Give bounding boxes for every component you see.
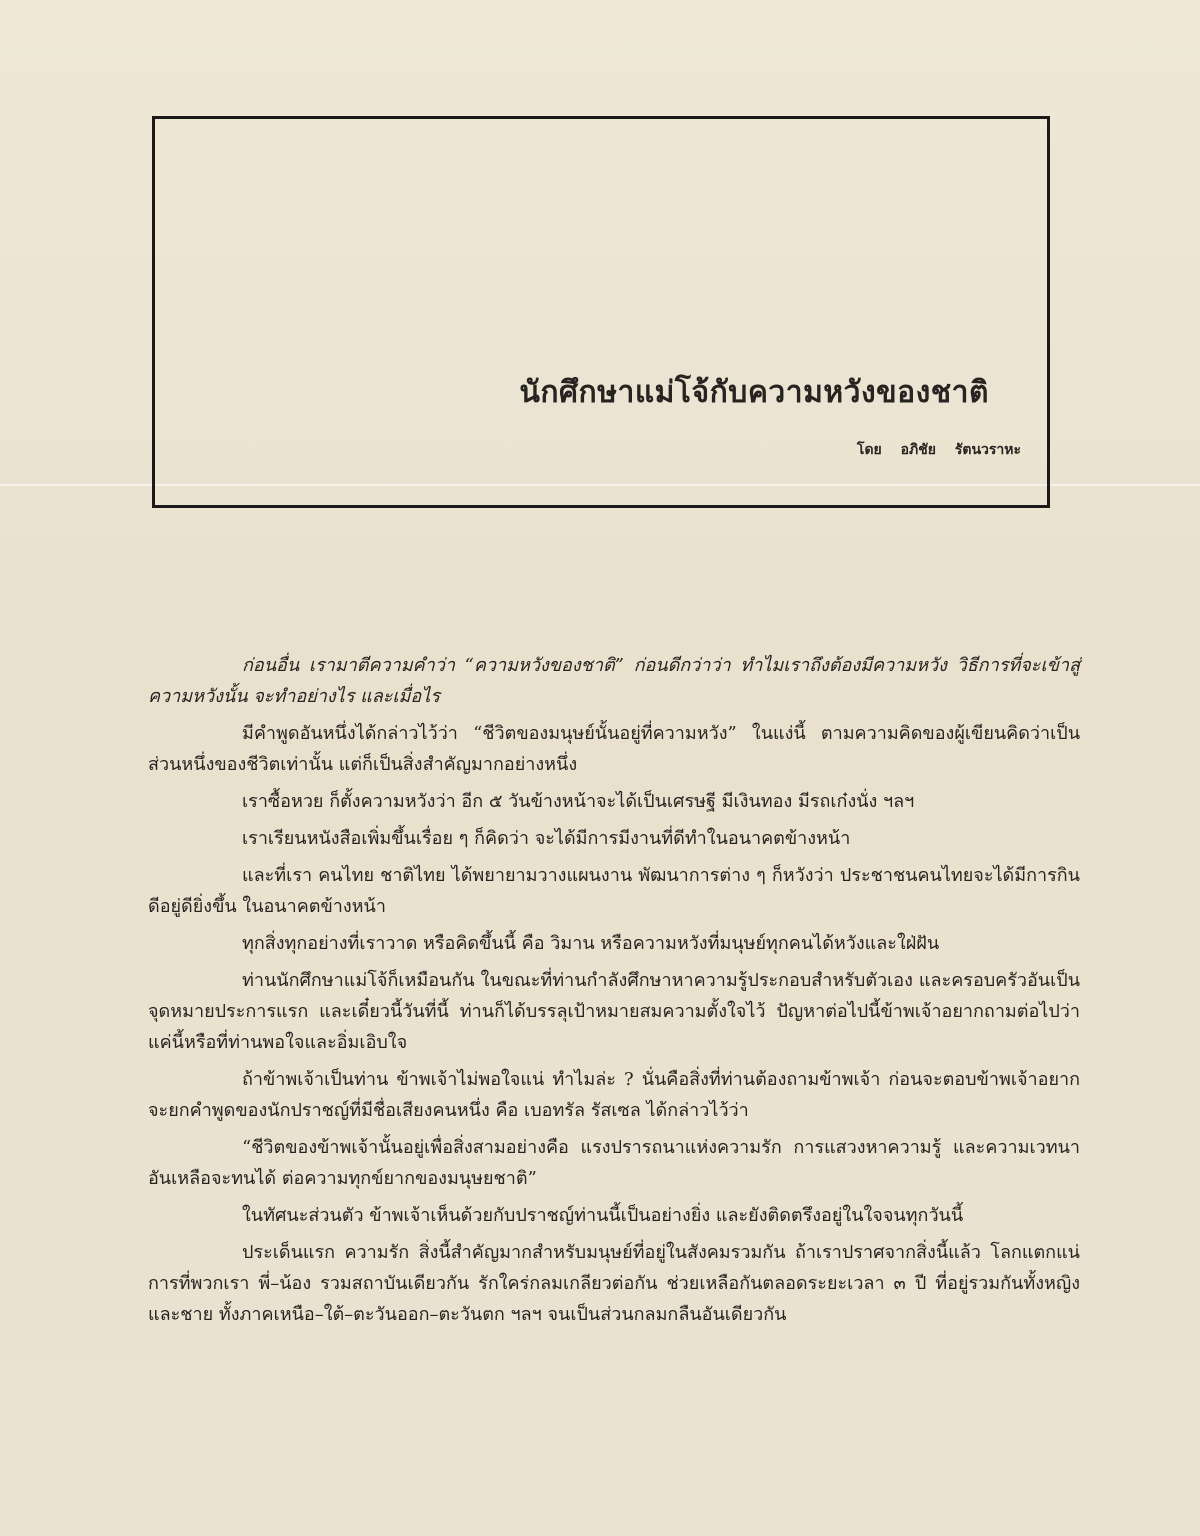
- paragraph: ประเด็นแรก ความรัก สิ่งนี้สำคัญมากสำหรับมนุษย์ที่อยู่ในสังคมรวมกัน ถ้าเราปราศจากสิ่งนี้แล้ว โลกแตกแน่ การที่พวกเรา พี่–น้อง รวมสถาบันเดียวกัน รักใคร่กลมเกลียวต่อกัน ช่วยเหลือกันตลอดระยะเวลา ๓ ปี ที่อยู่รวมกันทั้งหญิงและชาย ทั้งภาคเหนือ–ใต้–ตะวันออก–ตะวันตก ฯลฯ จนเป็นส่วนกลมกลืนอันเดียวกัน: [148, 1242, 1080, 1325]
- title-frame: [152, 116, 1050, 508]
- article-title: นักศึกษาแม่โจ้กับความหวังของชาติ: [519, 375, 989, 410]
- paragraph: มีคำพูดอันหนึ่งได้กล่าวไว้ว่า “ชีวิตของมนุษย์นั้นอยู่ที่ความหวัง” ในแง่นี้ ตามความคิดของผู้เขียนคิดว่าเป็นส่วนหนึ่งของชีวิตเท่านั้น แต่ก็เป็นสิ่งสำคัญมากอย่างหนึ่ง: [148, 723, 1080, 775]
- paragraph: ทุกสิ่งทุกอย่างที่เราวาด หรือคิดขึ้นนี้ คือ วิมาน หรือความหวังที่มนุษย์ทุกคนได้หวังและใฝ่ฝัน: [242, 933, 940, 954]
- paragraph: ท่านนักศึกษาแม่โจ้ก็เหมือนกัน ในขณะที่ท่านกำลังศึกษาหาความรู้ประกอบสำหรับตัวเอง และครอบครัวอันเป็นจุดหมายประการแรก และเดี๋ยวนี้วันที่นี้ ท่านก็ได้บรรลุเป้าหมายสมความตั้งใจไว้ ปัญหาต่อไปนี้ข้าพเจ้าอยากถามต่อไปว่า แค่นี้หรือที่ท่านพอใจและอิ่มเอิบใจ: [148, 970, 1080, 1053]
- article-body: [148, 650, 1080, 1336]
- quotation-paragraph: “ชีวิตของข้าพเจ้านั้นอยู่เพื่อสิ่งสามอย่างคือ แรงปรารถนาแห่งความรัก การแสวงหาความรู้ และความเวทนาอันเหลือจะทนได้ ต่อความทุกข์ยากของมนุษยชาติ”: [148, 1137, 1080, 1189]
- paragraph: และที่เรา คนไทย ชาติไทย ได้พยายามวางแผนงาน พัฒนาการต่าง ๆ ก็หวังว่า ประชาชนคนไทยจะได้มีการกินดีอยู่ดียิ่งขึ้น ในอนาคตข้างหน้า: [148, 865, 1080, 917]
- paragraph: เราเรียนหนังสือเพิ่มขึ้นเรื่อย ๆ ก็คิดว่า จะได้มีการมีงานที่ดีทำในอนาคตข้างหน้า: [242, 828, 851, 849]
- paragraph-intro: ก่อนอื่น เรามาตีความคำว่า “ความหวังของชาติ” ก่อนดีกว่าว่า ทำไมเราถึงต้องมีความหวัง วิธีการที่จะเข้าสู่ความหวังนั้น จะทำอย่างไร และเมื่อไร: [148, 655, 1080, 707]
- paragraph: ถ้าข้าพเจ้าเป็นท่าน ข้าพเจ้าไม่พอใจแน่ ทำไมล่ะ ? นั่นคือสิ่งที่ท่านต้องถามข้าพเจ้า ก่อนจะตอบข้าพเจ้าอยากจะยกคำพูดของนักปราชญ์ที่มีชื่อเสียงคนหนึ่ง คือ เบอทรัล รัสเซล ได้กล่าวไว้ว่า: [148, 1069, 1080, 1121]
- paragraph: เราซื้อหวย ก็ตั้งความหวังว่า อีก ๕ วันข้างหน้าจะได้เป็นเศรษฐี มีเงินทอง มีรถเก๋งนั่ง ฯลฯ: [242, 791, 915, 812]
- paragraph: ในทัศนะส่วนตัว ข้าพเจ้าเห็นด้วยกับปราชญ์ท่านนี้เป็นอย่างยิ่ง และยังติดตรึงอยู่ในใจจนทุกวันนี้: [242, 1205, 964, 1226]
- author-byline: โดย อภิชัย รัตนวราหะ: [856, 442, 1021, 458]
